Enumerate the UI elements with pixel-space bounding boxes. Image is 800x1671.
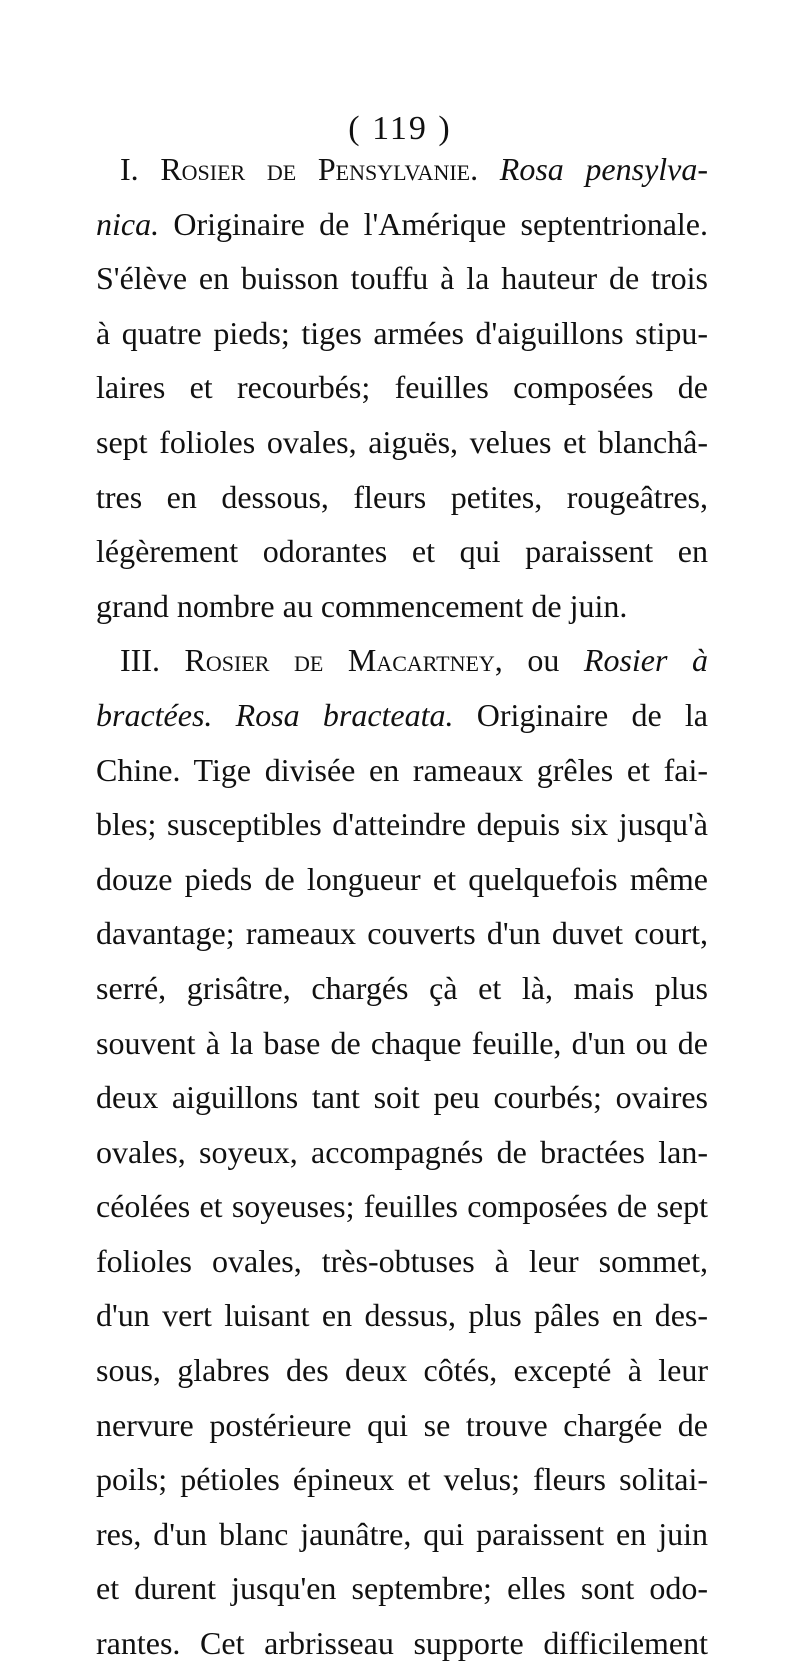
text-line: davantage; rameaux couverts d'un duvet court, [96, 915, 708, 952]
text-line: I. Rosier de Pensylvanie. Rosa pensylva- [120, 151, 709, 187]
text-line: laires et recourbés; feuilles composées de [96, 369, 708, 406]
text-line: à quatre pieds; tiges armées d'aiguillons stipu- [96, 314, 708, 351]
text-line: tres en dessous, fleurs petites, rougeâtres, [96, 478, 708, 515]
page-body [96, 142, 708, 1671]
text-line: S'élève en buisson touffu à la hauteur de trois [96, 260, 708, 297]
text-line: bles; susceptibles d'atteindre depuis six jusqu'à [96, 806, 708, 843]
text-line: deux aiguillons tant soit peu courbés; ovaires [96, 1079, 708, 1116]
text-line: douze pieds de longueur et quelquefois même [96, 860, 708, 897]
text-line: ovales, soyeux, accompagnés de bractées lan- [96, 1133, 708, 1170]
page-number: ( 119 ) [348, 110, 452, 147]
text-line: nica. Originaire de l'Amérique septentrionale. [96, 205, 708, 242]
text-line: folioles ovales, très-obtuses à leur sommet, [96, 1242, 708, 1279]
text-line: poils; pétioles épineux et velus; fleurs solitai- [96, 1461, 708, 1498]
text-line: céolées et soyeuses; feuilles composées de sept [96, 1188, 708, 1225]
text-line: sous, glabres des deux côtés, excepté à leur [96, 1352, 708, 1389]
text-line: souvent à la base de chaque feuille, d'un ou de [96, 1024, 708, 1061]
text-line: et durent jusqu'en septembre; elles sont odo- [96, 1570, 708, 1607]
text-line: sept folioles ovales, aiguës, velues et blanchâ- [96, 423, 708, 460]
text-line: Chine. Tige divisée en rameaux grêles et fai- [96, 751, 708, 788]
text-line: serré, grisâtre, chargés çà et là, mais plus [96, 969, 708, 1006]
text-line: d'un vert luisant en dessus, plus pâles en des- [96, 1297, 708, 1334]
text-line: légèrement odorantes et qui paraissent en [96, 533, 708, 570]
text-line: bractées. Rosa bracteata. Originaire de la [96, 696, 709, 733]
text-line: grand nombre au commencement de juin. [96, 587, 628, 624]
text-line: res, d'un blanc jaunâtre, qui paraissent en juin [96, 1515, 708, 1552]
text-line: III. Rosier de Macartney, ou Rosier à [120, 642, 709, 679]
text-line: rantes. Cet arbrisseau supporte difficilement [96, 1625, 708, 1662]
text-line: nervure postérieure qui se trouve chargée de [96, 1406, 708, 1443]
